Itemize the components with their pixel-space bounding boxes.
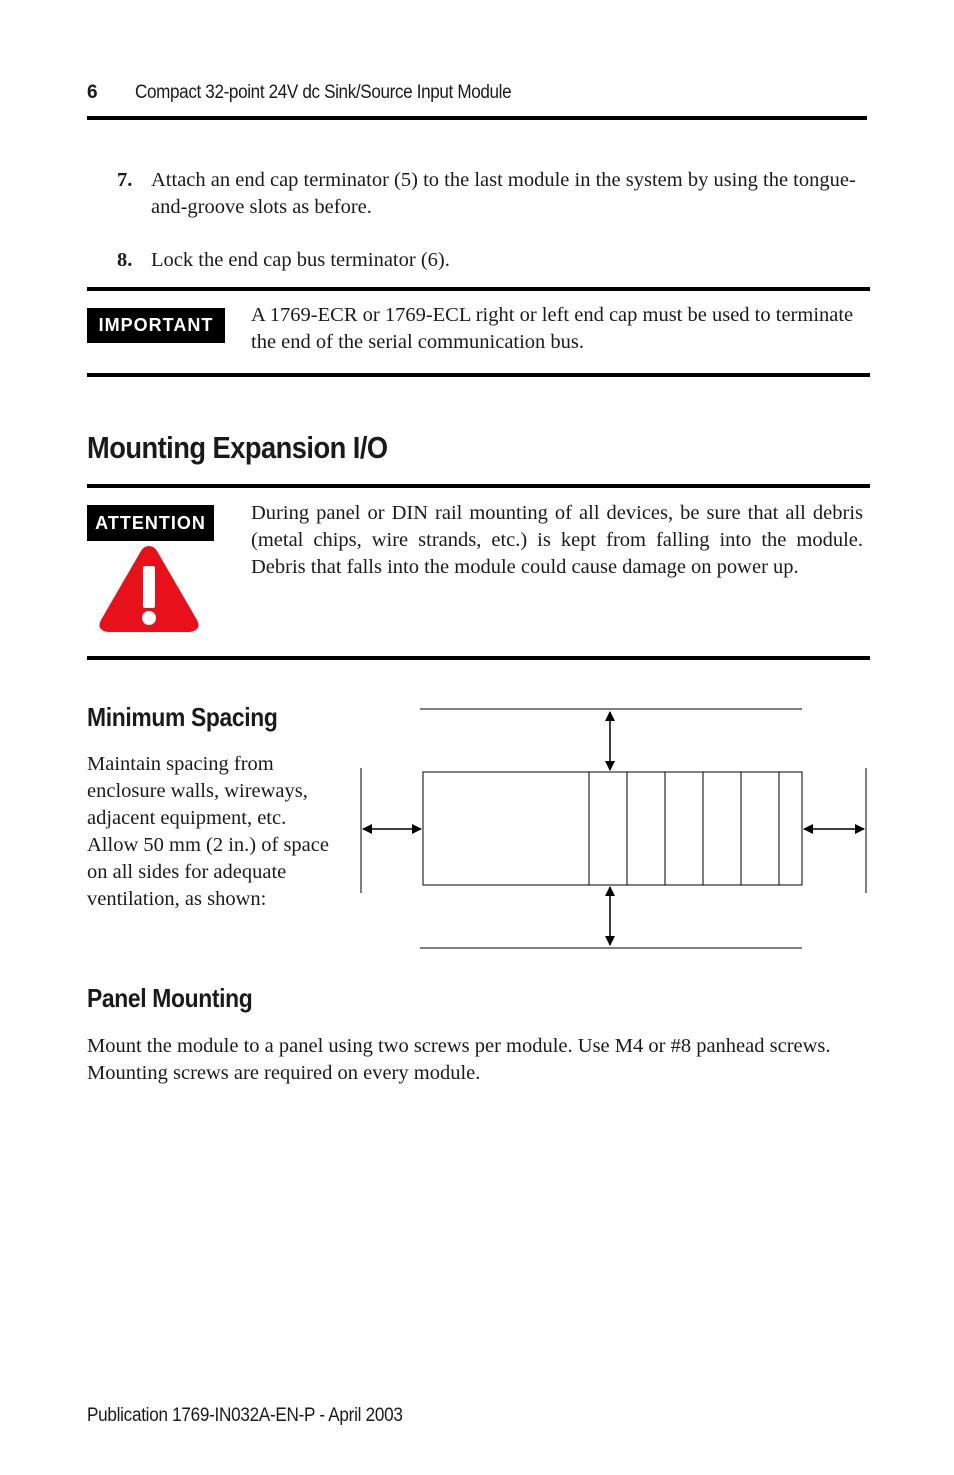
end-cap xyxy=(779,772,802,885)
attention-text: During panel or DIN rail mounting of all devices, be sure that all debris (metal chips, wire strands, etc.) is kept from falling into the module. Debris that falls into the module could cause damage on power up. xyxy=(251,502,863,578)
important-text: A 1769-ECR or 1769-ECL right or left end cap must be used to terminate the end of the serial communication bus. xyxy=(251,304,854,353)
spacing-diagram xyxy=(355,700,875,955)
step-7-text: Attach an end cap terminator (5) to the last module in the system by using the tongue-and-groove slots as before. xyxy=(151,169,856,218)
section-title: Mounting Expansion I/O xyxy=(87,430,388,465)
step-8-text: Lock the end cap bus terminator (6). xyxy=(151,249,450,271)
important-label: IMPORTANT xyxy=(87,308,225,343)
attention-label: ATTENTION xyxy=(87,505,214,541)
attention-top-rule xyxy=(87,484,870,488)
panel-mounting-title: Panel Mounting xyxy=(87,983,253,1013)
important-bottom-rule xyxy=(87,373,870,377)
important-top-rule xyxy=(87,287,870,291)
expansion-module xyxy=(703,772,741,885)
minimum-spacing-title: Minimum Spacing xyxy=(87,702,278,732)
header-rule xyxy=(87,116,867,120)
running-header-title: Compact 32-point 24V dc Sink/Source Input Module xyxy=(135,82,512,103)
expansion-module xyxy=(741,772,779,885)
panel-mounting-text: Mount the module to a panel using two screws per module. Use M4 or #8 panhead screws. Mounting screws are required on every module. xyxy=(87,1035,831,1084)
page-number: 6 xyxy=(87,82,98,103)
expansion-module xyxy=(589,772,627,885)
controller-module xyxy=(423,772,589,885)
step-7-number: 7. xyxy=(117,169,133,191)
step-8-number: 8. xyxy=(117,249,133,271)
minimum-spacing-text: Maintain spacing from enclosure walls, wireways, adjacent equipment, etc. Allow 50 mm (2 in.) of space on all sides for adequate ventilation, as shown: xyxy=(87,753,329,910)
expansion-module xyxy=(627,772,665,885)
warning-triangle-icon xyxy=(97,542,201,634)
publication-footer: Publication 1769-IN032A-EN-P - April 2003 xyxy=(87,1405,403,1426)
expansion-module xyxy=(665,772,703,885)
attention-bottom-rule xyxy=(87,656,870,660)
